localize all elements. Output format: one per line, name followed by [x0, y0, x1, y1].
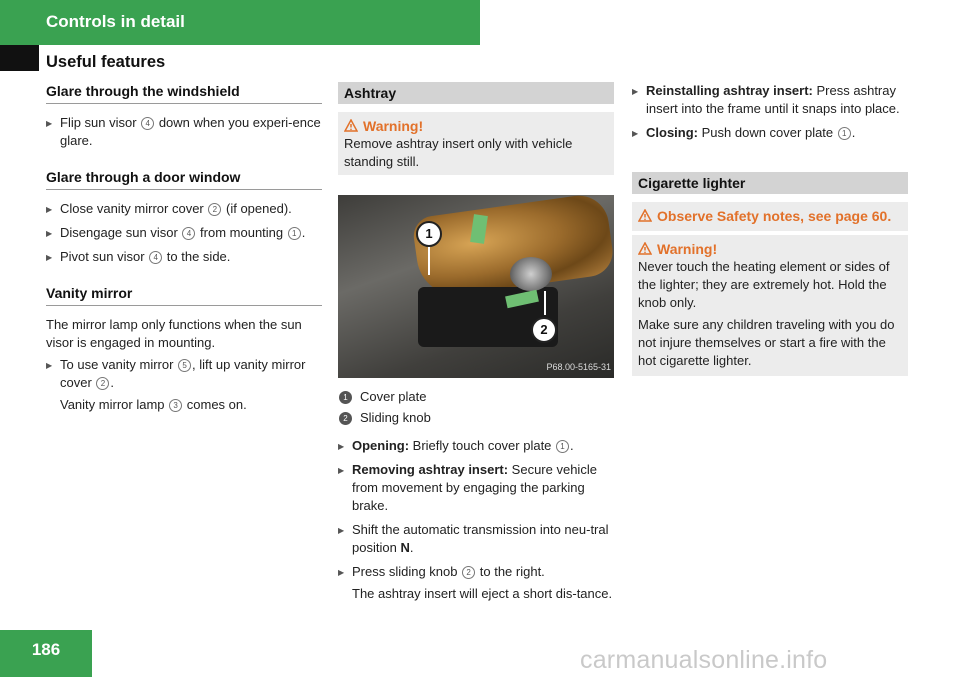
heading-vanity-mirror: Vanity mirror	[46, 284, 322, 306]
photo-code: P68.00-5165-31	[546, 362, 611, 372]
step-item: ▶ Shift the automatic transmission into neu-tral position N.	[338, 521, 614, 557]
warning-title: Warning!	[657, 241, 718, 257]
warning-text: Never touch the heating element or sides of the lighter; they are extremely hot. Hold the knob only.	[638, 259, 890, 310]
warning-text: Make sure any children traveling with you do not injure themselves or start a fire with the hot cigarette lighter.	[638, 317, 895, 368]
step-item: ▶ Removing ashtray insert: Secure vehicle from movement by engaging the parking brake.	[338, 461, 614, 515]
vanity-result: Vanity mirror lamp 3 comes on.	[60, 397, 247, 412]
steps-glare-windshield	[46, 114, 322, 150]
safety-note-link[interactable]: Observe Safety notes, see page 60.	[657, 208, 892, 224]
steps-ashtray-continued	[632, 82, 908, 142]
callout-line	[544, 291, 546, 315]
section-marker	[0, 45, 39, 71]
ref-number: 2	[462, 566, 475, 579]
column-left	[46, 82, 322, 414]
ref-number: 2	[96, 377, 109, 390]
step-item: ▶ To use vanity mirror 5 , lift up vanity mirror cover 2 .	[46, 356, 322, 392]
heading-glare-windshield: Glare through the windshield	[46, 82, 322, 104]
ref-number: 4	[149, 251, 162, 264]
column-middle	[338, 82, 614, 603]
vanity-intro: The mirror lamp only functions when the sun visor is engaged in mounting.	[46, 317, 302, 350]
legend-item: 2 Sliding knob	[338, 407, 614, 428]
photo-legend	[338, 386, 614, 428]
heading-glare-door: Glare through a door window	[46, 168, 322, 190]
warning-box-lighter	[632, 235, 908, 376]
ashtray-photo	[338, 195, 614, 378]
cover-plate-illustration	[411, 195, 614, 300]
step-item: ▶ Disengage sun visor 4 from mounting 1 .	[46, 224, 322, 242]
chapter-title: Controls in detail	[46, 12, 185, 31]
column-right	[632, 82, 908, 376]
ashtray-eject-result: The ashtray insert will eject a short dis-tance.	[352, 586, 613, 601]
safety-note-box	[632, 202, 908, 231]
legend-item: 1 Cover plate	[338, 386, 614, 407]
step-item: ▶ Press sliding knob 2 to the right.	[338, 563, 614, 581]
ref-number: 3	[169, 399, 182, 412]
steps-vanity	[46, 356, 322, 392]
warning-title: Warning!	[363, 118, 424, 134]
step-item: ▶ Close vanity mirror cover 2 (if opened).	[46, 200, 322, 218]
warning-box-ashtray	[338, 112, 614, 175]
ref-number: 1	[838, 127, 851, 140]
step-item: ▶ Pivot sun visor 4 to the side.	[46, 248, 322, 266]
warning-triangle-icon	[344, 119, 358, 132]
watermark: carmanualsonline.info	[580, 646, 828, 674]
callout-1: 1	[416, 221, 442, 247]
ref-number: 1	[288, 227, 301, 240]
step-item: ▶ Closing: Push down cover plate 1 .	[632, 124, 908, 142]
step-item: ▶ Opening: Briefly touch cover plate 1 .	[338, 437, 614, 455]
section-title: Useful features	[46, 53, 166, 71]
callout-2: 2	[531, 317, 557, 343]
heading-cigarette-lighter: Cigarette lighter	[632, 172, 908, 194]
step-item: ▶ Flip sun visor 4 down when you experi-ence glare.	[46, 114, 322, 150]
heading-ashtray: Ashtray	[338, 82, 614, 104]
ref-number: 4	[182, 227, 195, 240]
warning-triangle-icon	[638, 242, 652, 255]
ref-number: 4	[141, 117, 154, 130]
ref-number: 5	[178, 359, 191, 372]
step-item: ▶ Reinstalling ashtray insert: Press ashtray insert into the frame until it snaps into place.	[632, 82, 908, 118]
warning-text: Remove ashtray insert only with vehicle standing still.	[344, 136, 573, 169]
warning-triangle-icon	[638, 209, 652, 222]
steps-ashtray	[338, 437, 614, 581]
ref-number: 2	[208, 203, 221, 216]
steps-glare-door	[46, 200, 322, 266]
ref-number: 1	[556, 440, 569, 453]
knob-illustration	[510, 257, 552, 291]
page-number: 186	[31, 640, 61, 659]
